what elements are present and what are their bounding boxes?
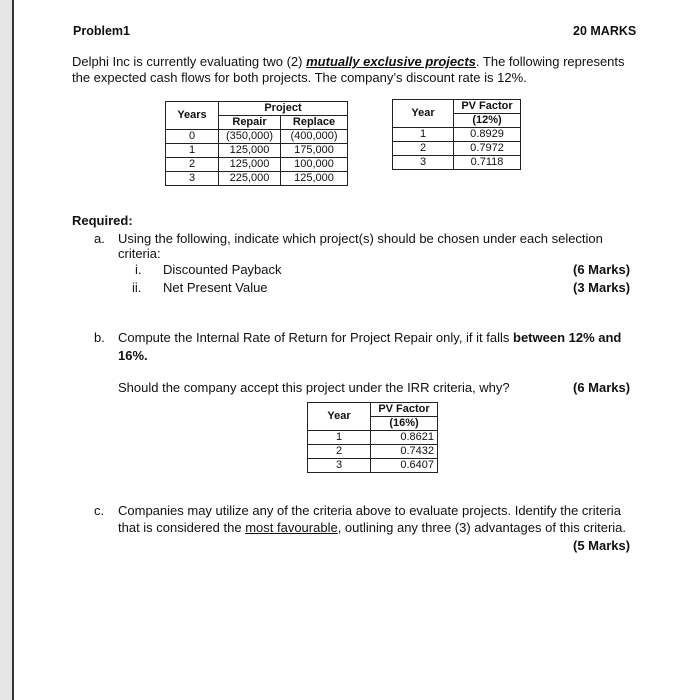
total-marks: 20 MARKS bbox=[573, 24, 637, 38]
year-cell: 2 bbox=[393, 142, 454, 156]
year-cell: 2 bbox=[166, 158, 219, 172]
table-row bbox=[393, 156, 521, 170]
pv16-factor-header: PV Factor bbox=[371, 403, 438, 417]
table-row bbox=[166, 130, 348, 144]
pv12-rate-header: (12%) bbox=[454, 114, 521, 128]
year-cell: 1 bbox=[308, 431, 371, 445]
project-header: Project bbox=[219, 102, 348, 116]
repair-cell: 125,000 bbox=[219, 144, 281, 158]
year-cell: 3 bbox=[166, 172, 219, 186]
pv-factor-16-table bbox=[307, 402, 438, 473]
replace-cell: (400,000) bbox=[281, 130, 348, 144]
part-b-line-2: 16%. bbox=[118, 348, 148, 363]
table-row bbox=[393, 128, 521, 142]
part-a-item-ii-marks: (3 Marks) bbox=[573, 280, 631, 295]
intro-line-2: the expected cash flows for both projects. The company’s discount rate is 12%. bbox=[72, 70, 527, 85]
part-c-line-2-start: that is considered the bbox=[118, 520, 246, 535]
repair-header: Repair bbox=[219, 116, 281, 130]
factor-cell: 0.6407 bbox=[371, 459, 438, 473]
repair-cell: 225,000 bbox=[219, 172, 281, 186]
factor-cell: 0.8621 bbox=[371, 431, 438, 445]
part-a-item-i-label: Discounted Payback bbox=[163, 262, 282, 277]
pv16-rate-header: (16%) bbox=[371, 417, 438, 431]
year-cell: 3 bbox=[393, 156, 454, 170]
pv16-year-header: Year bbox=[308, 403, 371, 431]
pv12-factor-header: PV Factor bbox=[454, 100, 521, 114]
replace-cell: 175,000 bbox=[281, 144, 348, 158]
table-row bbox=[166, 158, 348, 172]
part-c-letter: c. bbox=[94, 503, 105, 518]
part-c-line-2-end: , outlining any three (3) advantages of this criteria. bbox=[337, 520, 627, 535]
year-cell: 2 bbox=[308, 445, 371, 459]
table-row bbox=[393, 142, 521, 156]
required-heading: Required: bbox=[72, 213, 133, 228]
intro-line-1 bbox=[72, 54, 625, 69]
part-c-underlined: most favourable bbox=[245, 520, 338, 535]
table-row bbox=[166, 144, 348, 158]
pv-factor-12-table bbox=[392, 99, 521, 170]
part-b-line-1-bold: between 12% and bbox=[513, 330, 622, 345]
factor-cell: 0.7972 bbox=[454, 142, 521, 156]
part-c-line-2 bbox=[118, 520, 626, 535]
intro-emphasis: mutually exclusive projects bbox=[306, 54, 476, 69]
part-b-marks: (6 Marks) bbox=[573, 380, 631, 395]
replace-cell: 125,000 bbox=[281, 172, 348, 186]
part-b-question: Should the company accept this project under the IRR criteria, why? bbox=[118, 380, 510, 395]
repair-cell: (350,000) bbox=[219, 130, 281, 144]
year-cell: 1 bbox=[166, 144, 219, 158]
year-cell: 0 bbox=[166, 130, 219, 144]
part-b-line-1 bbox=[118, 330, 621, 345]
part-a-letter: a. bbox=[94, 231, 105, 246]
table-row bbox=[308, 459, 438, 473]
part-a-line-1: Using the following, indicate which project(s) should be chosen under each selection bbox=[118, 231, 603, 246]
replace-header: Replace bbox=[281, 116, 348, 130]
part-b-line-1-text: Compute the Internal Rate of Return for Project Repair only, if it falls bbox=[118, 330, 513, 345]
table-row bbox=[166, 172, 348, 186]
year-cell: 3 bbox=[308, 459, 371, 473]
part-a-item-i-marks: (6 Marks) bbox=[573, 262, 631, 277]
part-a-item-i-num: i. bbox=[135, 262, 142, 277]
part-a-item-ii-label: Net Present Value bbox=[163, 280, 268, 295]
part-a-line-2: criteria: bbox=[118, 246, 161, 261]
part-b-letter: b. bbox=[94, 330, 105, 345]
table-row bbox=[308, 431, 438, 445]
repair-cell: 125,000 bbox=[219, 158, 281, 172]
intro-line-1-end: . The following represents bbox=[475, 54, 625, 69]
year-cell: 1 bbox=[393, 128, 454, 142]
part-c-marks: (5 Marks) bbox=[573, 538, 631, 553]
factor-cell: 0.7118 bbox=[454, 156, 521, 170]
part-c-line-1: Companies may utilize any of the criteria above to evaluate projects. Identify the criteria bbox=[118, 503, 621, 518]
document-page bbox=[12, 0, 696, 700]
replace-cell: 100,000 bbox=[281, 158, 348, 172]
pv12-year-header: Year bbox=[393, 100, 454, 128]
factor-cell: 0.7432 bbox=[371, 445, 438, 459]
years-header: Years bbox=[166, 102, 219, 130]
intro-line-1-start: Delphi Inc is currently evaluating two (2) bbox=[72, 54, 307, 69]
cashflow-table bbox=[165, 101, 348, 186]
part-a-item-ii-num: ii. bbox=[132, 280, 142, 295]
problem-title: Problem1 bbox=[73, 24, 130, 38]
factor-cell: 0.8929 bbox=[454, 128, 521, 142]
table-row bbox=[308, 445, 438, 459]
